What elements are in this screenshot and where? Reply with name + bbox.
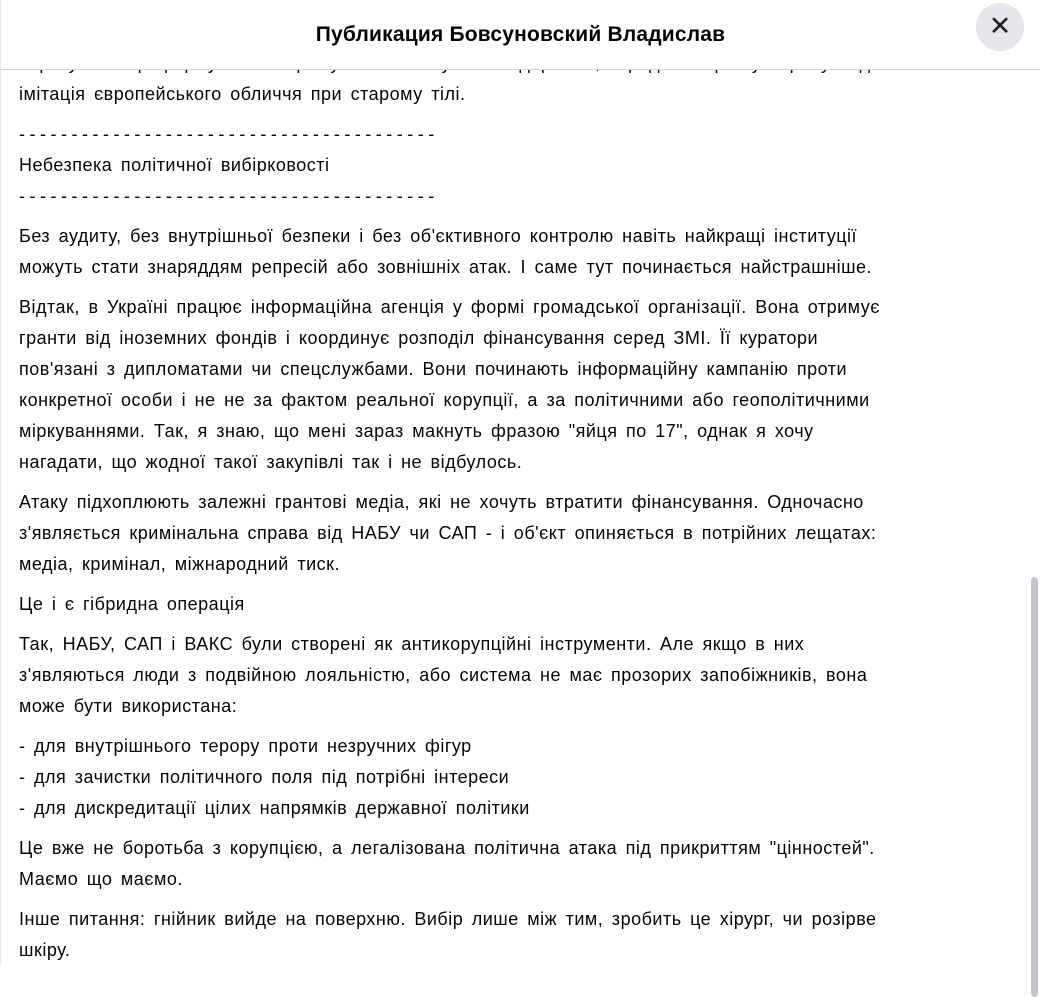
post-text-line: гранти від іноземних фондів і координує розподіл фінансування серед ЗМІ. Її куратори — [19, 328, 819, 348]
scrollbar-thumb[interactable] — [1031, 577, 1038, 997]
post-text-line: Інше питання: гнійник вийде на поверхню. Вибір лише між тим, зробить це хірург, чи розірве — [19, 909, 877, 929]
post-text-line: медіа, кримінал, міжнародний тиск. — [19, 554, 340, 574]
post-text-line: може бути використана: — [19, 696, 238, 716]
post-text-line: Це і є гібридна операція — [19, 594, 245, 614]
paragraph — [19, 904, 1026, 966]
post-text-line: пов'язані з дипломатами чи спецслужбами. Вони починають інформаційну кампанію проти — [19, 359, 848, 379]
paragraph — [19, 487, 1026, 580]
paragraph — [19, 629, 1026, 722]
post-text-line: Маємо що маємо. — [19, 869, 183, 889]
post-text-line: Так, НАБУ, САП і ВАКС були створені як антикорупційні інструменти. Але якщо в них — [19, 634, 805, 654]
section-separator-heading — [19, 119, 1026, 212]
paragraph — [19, 833, 1026, 895]
post-text-line: можуть стати знаряддям репресій або зовнішніх атак. І саме тут починається найстрашніше. — [19, 257, 873, 277]
post-text-line: нагадати, що жодної такої закупівлі так і не відбулось. — [19, 452, 523, 472]
post-text-line: Це вже не боротьба з корупцією, а легалізована політична атака під прикриттям "цінностей". — [19, 838, 875, 858]
post-text-line: імітація європейського обличчя при старому тілі. — [19, 84, 466, 104]
post-text-line: - для зачистки політичного поля під потрібні інтереси — [19, 767, 510, 787]
post-text-line: - для дискредитації цілих напрямків державної політики — [19, 798, 530, 818]
dialog-title: Публикация Бовсуновский Владислав — [315, 22, 726, 46]
close-button[interactable] — [976, 3, 1024, 51]
dialog-header — [1, 0, 1040, 70]
paragraph — [19, 589, 1026, 620]
post-text-line: Без аудиту, без внутрішньої безпеки і без об'єктивного контролю навіть найкращі інституції — [19, 226, 857, 246]
bullet-list — [19, 731, 1026, 824]
post-text-line: Атаку підхоплюють залежні грантові медіа, які не хочуть втратити фінансування. Одночасно — [19, 492, 864, 512]
separator-line: ---------------------------------------- — [19, 124, 439, 144]
post-text-line: Небезпека політичної вибірковості — [19, 155, 330, 175]
post-text-line: з'являється кримінальна справа від НАБУ чи САП - і об'єкт опиняється в потрійних лещатах: — [19, 523, 877, 543]
post-text-line: Відтак, в Україні працює інформаційна агенція у формі громадської організації. Вона отримує — [19, 297, 880, 317]
post-text-line: шкіру. — [19, 940, 71, 960]
post-text-line: - для внутрішнього терору проти незручних фігур — [19, 736, 472, 756]
post-text-line: з'являються люди з подвійною лояльністю, або система не має прозорих запобіжників, вона — [19, 665, 868, 685]
separator-line: ---------------------------------------- — [19, 186, 439, 206]
paragraph — [19, 221, 1026, 283]
post-body — [1, 70, 1040, 966]
post-text-line: конкретної особи і не не за фактом реальної корупції, а за політичними або геополітичними — [19, 390, 870, 410]
paragraph — [19, 292, 1026, 478]
close-icon: ✕ — [988, 10, 1012, 41]
post-text-line: міркуваннями. Так, я знаю, що мені зараз макнуть фразою "яйця по 17", однак я хочу — [19, 421, 814, 441]
